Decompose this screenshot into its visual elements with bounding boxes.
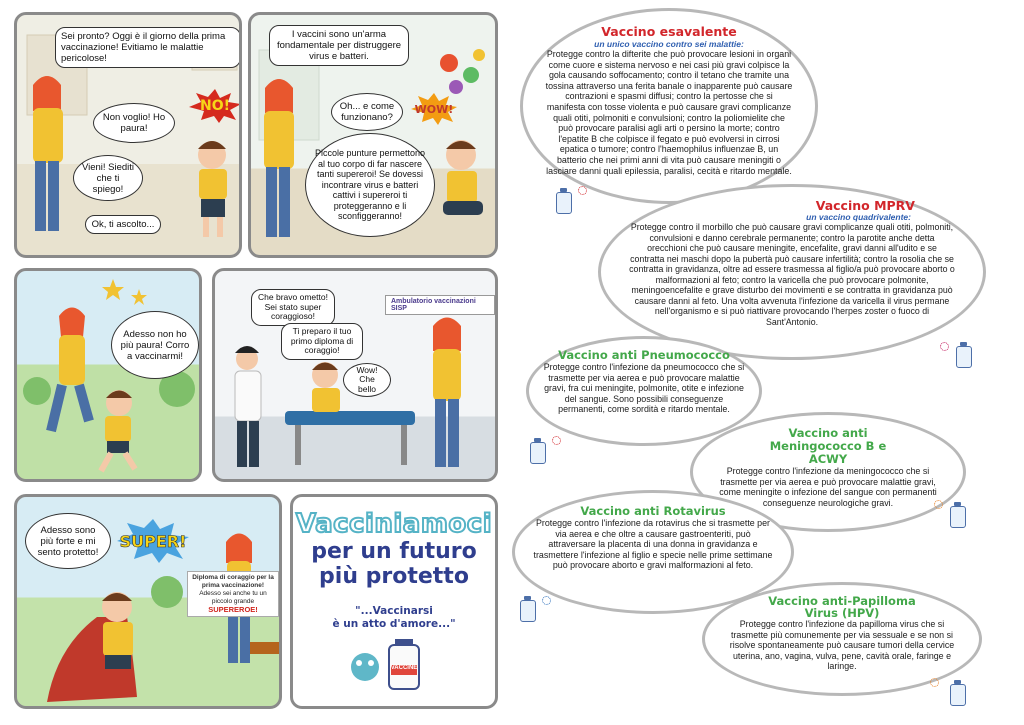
speech-bubble-vaccines-weapon: I vaccini sono un'arma fondamentale per distruggere virus e batteri. xyxy=(269,25,409,66)
vaccine-title-mprv: Vaccino MPRV xyxy=(815,198,915,213)
speech-bubble-wow: Wow! Che bello xyxy=(343,363,391,397)
info-cloud-hpv xyxy=(702,582,982,696)
no-burst xyxy=(189,89,241,123)
vaccine-text-mprv: Protegge contro il morbillo che può causare gravi complicanze quali otiti, polmoniti, convulsioni e danno cerebrale permanente; contro la parotite anche detta orecchioni che può causare meningite, encefalite, gravi danni all'udito e se contratta nei maschi dopo la pubertà può causare infertilità; contro la rosolia che se contratta in gravidanza, oltre ad essere trasmessa al figlio/a può provocare aborto o malformazioni al feto; contro la varicella che può provocare polmonite, meningoencefalite e grave disturbo dei movimenti e se contratta in gravidanza può causare danni al feto. Una volta avvenuta l'infezione da varicella il virus permane nell'organismo e si può riattivare provocando l'herpes zoster o fuoco di Sant'Antonio. xyxy=(629,222,955,327)
speech-bubble-brave: Che bravo ometto! Sei stato super coraggioso! xyxy=(251,289,335,326)
info-cloud-esavalente xyxy=(520,8,818,204)
speech-bubble-superheroes: Piccole punture permettono al tuo corpo di far nascere tanti supereroi! Se dovessi incontrare virus e batteri cattivi i supereroi ti proteggeranno e li sconfiggeranno! xyxy=(305,133,435,237)
vaccine-title-rotavirus: Vaccino anti Rotavirus xyxy=(580,504,726,518)
vaccine-vial-icon xyxy=(520,600,536,622)
vaccine-vial-mascot-icon xyxy=(293,637,498,707)
speech-bubble-boy-listen: Ok, ti ascolto... xyxy=(85,215,161,234)
vial-label: VACCINE xyxy=(390,665,418,671)
speech-bubble-how-work: Oh... e come funzionano? xyxy=(331,93,403,131)
vaccine-title-esavalente: Vaccino esavalente xyxy=(601,24,737,39)
germ-icon xyxy=(578,186,587,195)
vaccine-text-hpv: Protegge contro l'infezione da papilloma virus che si trasmette più comunemente per via sessuale e se non si risolve spontaneamente può causare tumori della cervice uterina, ano, vagina, vulva, pene, cavità orale, faringe e laringe. xyxy=(729,619,955,672)
campaign-title-line-1: Vacciniamoci xyxy=(295,509,493,539)
germ-icon xyxy=(542,596,551,605)
germ-icon xyxy=(930,678,939,687)
vaccine-vial-icon xyxy=(950,506,966,528)
comic-panel-6-title xyxy=(290,494,498,709)
comic-panel-5 xyxy=(14,494,282,709)
vaccine-subtitle-mprv: un vaccino quadrivalente: xyxy=(806,212,911,222)
quote-line-1: "...Vaccinarsi xyxy=(355,605,433,617)
vaccine-text-esavalente: Protegge contro la difterite che può provocare lesioni in organi come cuore e sistema nervoso e nei casi più gravi colpisce la gola causando soffocamento; contro il tetano che tramite una tossina attraverso una ferita banale o inapparente può causare contrazioni e spasmi diffusi; contro la pertosse che si manifesta con tosse violenta e può causare gravi complicanze quali otiti, polmoniti e convulsioni; contro la poliomielite che può provocare paralisi agli arti o persino la morte; contro l'epatite B che colpisce il fegato e può evolversi in cirrosi epatica o tumore; contro l'haemophilus influenzae B, un batterio che nei primi anni di vita può causare meningiti o lasciare danni quali epilessia, paralisi, cecità e ritardo mentale. xyxy=(545,49,793,176)
speech-bubble-diploma: Ti preparo il tuo primo diploma di coraggio! xyxy=(281,323,363,360)
campaign-title-line-2: per un futuro xyxy=(311,539,477,564)
vaccine-vial-icon xyxy=(530,442,546,464)
vaccine-text-rotavirus: Protegge contro l'infezione da rotavirus che si trasmette per via aerea e che oltre a causare gastroenteriti, può attraversare la placenta di una donna in gravidanza e trasmettere l'infezione al figlio e specie nelle prime settimane può provocare aborto e gravi malformazioni al feto. xyxy=(533,518,773,571)
wow-burst-text: WOW! xyxy=(414,102,454,116)
no-burst-text: NO! xyxy=(199,98,230,114)
wow-burst xyxy=(411,93,457,125)
jumping-mom-and-running-boy-illustration xyxy=(17,271,202,482)
courage-diploma xyxy=(187,571,279,617)
speech-bubble-mom-intro: Sei pronto? Oggi è il giorno della prima vaccinazione! Evitiamo le malattie pericolose! xyxy=(55,27,241,68)
diploma-line-1: Diploma di coraggio per la prima vaccinazione! xyxy=(192,574,274,589)
vaccine-text-meningococco: Protegge contro l'infezione da meningococco che si trasmette per via aerea e può provocare malattie gravi, come meningite o infezione del sangue con permanenti conseguenze neurologiche gravi. xyxy=(719,466,937,508)
vaccine-vial-icon xyxy=(556,192,572,214)
speech-bubble-not-scared: Adesso non ho più paura! Corro a vaccinarmi! xyxy=(111,311,199,379)
vaccine-text-pneumococco: Protegge contro l'infezione da pneumococco che si trasmette per via aerea e può provocare malattie gravi, fra cui meningite, polmonite, otite e infezione del sangue. Sono possibili conseguenze permanenti, come sordità e ritardo mentale. xyxy=(543,362,745,415)
germ-icon xyxy=(552,436,561,445)
diploma-line-3: SUPEREROE! xyxy=(208,605,258,614)
vaccine-title-hpv: Vaccino anti-Papilloma Virus (HPV) xyxy=(768,594,916,620)
vaccine-vial-icon xyxy=(956,346,972,368)
diploma-line-2: Adesso sei anche tu un piccolo grande xyxy=(199,590,267,605)
clinic-sign: Ambulatorio vaccinazioni SISP xyxy=(385,295,495,315)
quote-line-2: è un atto d'amore..." xyxy=(332,618,456,630)
comic-panel-1 xyxy=(14,12,242,258)
campaign-title-line-3: più protetto xyxy=(319,564,469,589)
info-cloud-mprv xyxy=(598,184,986,360)
vaccine-vial-icon xyxy=(950,684,966,706)
vaccine-title-meningococco: Vaccino anti Meningococco B e ACWY xyxy=(769,426,887,466)
super-burst xyxy=(117,519,189,563)
germ-icon xyxy=(940,342,949,351)
super-burst-text: SUPER! xyxy=(119,531,187,551)
comic-panel-3 xyxy=(14,268,202,482)
speech-bubble-boy-scared: Non voglio! Ho paura! xyxy=(93,103,175,143)
comic-panel-2 xyxy=(248,12,498,258)
speech-bubble-mom-explain: Vieni! Siediti che ti spiego! xyxy=(73,155,143,201)
vaccine-subtitle-esavalente: un unico vaccino contro sei malattie: xyxy=(594,39,744,49)
comic-panel-4 xyxy=(212,268,498,482)
vaccine-title-pneumococco: Vaccino anti Pneumococco xyxy=(558,348,730,362)
germ-icon xyxy=(934,500,943,509)
speech-bubble-protected: Adesso sono più forte e mi sento protetto! xyxy=(25,513,111,569)
